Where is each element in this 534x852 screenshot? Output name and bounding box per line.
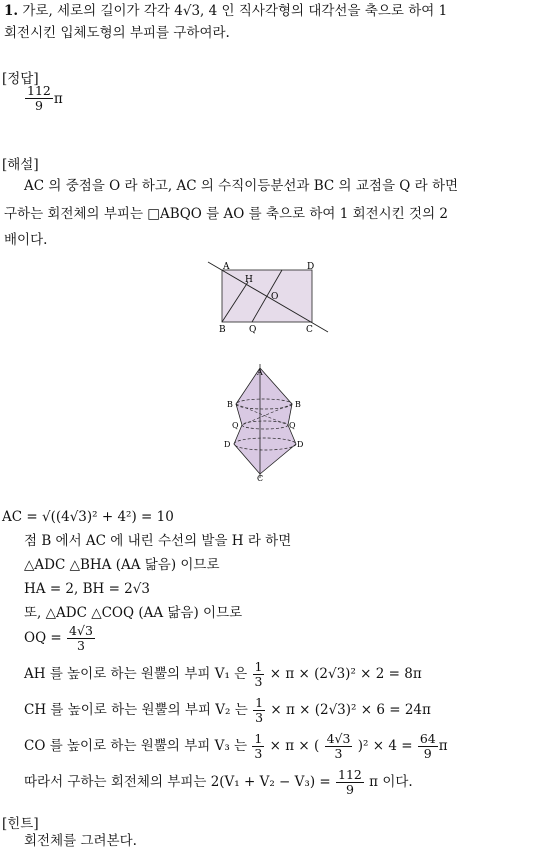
math-line-8 — [24, 696, 431, 725]
v3-inner-denominator: 3 — [334, 746, 343, 761]
solution-header: [해설] — [2, 157, 39, 173]
math-line-2: 점 B 에서 AC 에 내린 수선의 발을 H 라 하면 — [24, 533, 292, 549]
solution-paragraph-3: 배이다. — [4, 232, 48, 248]
label-c: C — [306, 325, 313, 335]
label-b2-right: B — [295, 400, 301, 409]
v1-fraction — [253, 660, 265, 689]
final-fraction — [336, 768, 364, 797]
v3-inner-fraction — [325, 732, 353, 761]
math-line-6 — [24, 624, 96, 653]
hint-text: 회전체를 그려본다. — [24, 833, 137, 849]
label-c2: C — [257, 474, 264, 482]
v3-expression-b: )² × 4 = — [357, 738, 413, 754]
solution-text-1: AC 의 중점을 O 라 하고, AC 의 수직이등분선과 BC 의 교점을 Q 라 하면 — [24, 178, 459, 194]
math-line-10 — [24, 768, 413, 797]
rectangle-figure — [200, 256, 340, 338]
answer-value — [24, 84, 63, 113]
label-q: Q — [249, 325, 257, 335]
v2-expression: × π × (2√3)² × 6 = 24π — [270, 702, 431, 718]
solid-figure — [220, 362, 310, 482]
v2-numerator: 1 — [255, 695, 264, 710]
final-numerator: 112 — [338, 767, 362, 782]
oq-label: OQ = — [24, 630, 62, 646]
math-line-7 — [24, 660, 422, 689]
label-a: A — [223, 262, 230, 272]
label-d2-right: D — [297, 440, 304, 449]
v1-numerator: 1 — [254, 659, 263, 674]
v3-result-denominator: 9 — [423, 746, 432, 761]
label-b2-left: B — [227, 400, 233, 409]
problem-text-2: 회전시킨 입체도형의 부피를 구하여라. — [4, 25, 230, 41]
final-tail: π 이다. — [369, 774, 413, 790]
label-a2: A — [257, 368, 263, 377]
final-denominator: 9 — [345, 782, 354, 797]
v3-fraction — [252, 732, 264, 761]
v1-denominator: 3 — [254, 674, 263, 689]
label-h: H — [245, 275, 253, 285]
answer-denominator: 9 — [34, 98, 43, 113]
label-d: D — [307, 262, 315, 272]
v2-denominator: 3 — [255, 710, 264, 725]
v3-numerator: 1 — [254, 731, 263, 746]
v3-result-fraction — [418, 732, 438, 761]
problem-line-1 — [4, 2, 447, 20]
problem-number: 1. — [4, 3, 19, 19]
label-o: O — [271, 292, 279, 302]
label-q2-left: Q — [232, 421, 239, 430]
v3-label: CO 를 높이로 하는 원뿔의 부피 V₃ 는 — [24, 738, 248, 754]
math-line-3: △ADC △BHA (AA 닮음) 이므로 — [24, 557, 220, 573]
math-line-4: HA = 2, BH = 2√3 — [24, 581, 150, 597]
label-d2-left: D — [224, 440, 231, 449]
v3-result-pi: π — [438, 738, 448, 754]
label-q2-right: Q — [289, 421, 296, 430]
oq-denominator: 3 — [77, 638, 85, 653]
problem-text-1: 가로, 세로의 길이가 각각 4√3, 4 인 직사각형의 대각선을 축으로 하여 1 — [22, 3, 448, 19]
v3-denominator: 3 — [254, 746, 263, 761]
v3-result-numerator: 64 — [419, 731, 436, 746]
solution-paragraph-2: 구하는 회전체의 부피는 □ABQO 를 AO 를 축으로 하여 1 회전시킨 것의 2 — [4, 206, 448, 222]
v2-label: CH 를 높이로 하는 원뿔의 부피 V₂ 는 — [24, 702, 248, 718]
solution-paragraph-1 — [24, 177, 458, 195]
v2-fraction — [253, 696, 265, 725]
final-label: 따라서 구하는 회전체의 부피는 2(V₁ + V₂ − V₃) = — [24, 774, 331, 790]
v1-expression: × π × (2√3)² × 2 = 8π — [269, 666, 422, 682]
answer-header: [정답] — [2, 71, 39, 87]
answer-numerator: 112 — [27, 83, 51, 98]
math-line-9 — [24, 732, 448, 761]
answer-pi: π — [53, 91, 63, 107]
answer-fraction — [25, 84, 53, 113]
oq-numerator: 4√3 — [69, 623, 93, 638]
math-line-1: AC = √((4√3)² + 4²) = 10 — [2, 509, 174, 525]
v1-label: AH 를 높이로 하는 원뿔의 부피 V₁ 은 — [24, 666, 248, 682]
oq-fraction — [67, 624, 95, 653]
v3-expression-a: × π × ( — [269, 738, 320, 754]
math-line-5: 또, △ADC △COQ (AA 닮음) 이므로 — [24, 605, 243, 621]
label-b: B — [219, 325, 226, 335]
hint-header: [힌트] — [2, 816, 39, 832]
v3-inner-numerator: 4√3 — [326, 731, 351, 746]
